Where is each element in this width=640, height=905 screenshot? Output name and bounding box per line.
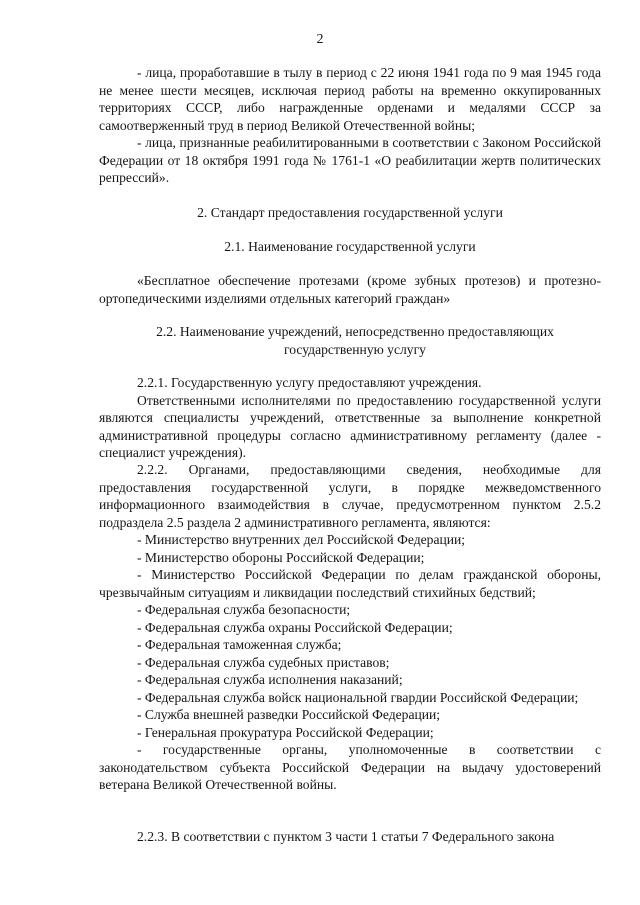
agency-list-item: - Федеральная служба безопасности; <box>137 602 351 617</box>
subsection-2-2-heading: 2.2. Наименование учреждений, непосредственно предоставляющих государственную услугу <box>156 324 554 357</box>
paragraph-2-2-3: 2.2.3. В соответствии с пунктом 3 части 1 статьи 7 Федерального закона <box>137 829 555 844</box>
agency-list-item: - Федеральная служба судебных приставов; <box>137 654 390 670</box>
intro-item-rehabilitated-persons: - лица, признанные реабилитированными в соответствии с Законом Российской Федерации от 18 октября 1991 года № 1761-1 «О реабилитации жертв политических репрессий». <box>99 135 601 185</box>
subsection-2-1-heading: 2.1. Наименование государственной услуги <box>224 239 476 254</box>
agency-list-item: - Федеральная служба исполнения наказаний; <box>137 672 403 687</box>
section-2-heading: 2. Стандарт предоставления государственной услуги <box>197 205 503 220</box>
paragraph-2-2-1 <box>99 374 601 462</box>
agency-list-item: - Федеральная служба войск национальной гвардии Российской Федерации; <box>137 689 579 705</box>
agency-list-item: - государственные органы, уполномоченные в соответствии с законодательством субъекта Российской Федерации на выдачу удостоверений ветерана Великой Отечественной войны. <box>99 742 601 792</box>
paragraph-2-2-1-responsible: Ответственными исполнителями по предоставлению государственной услуги являются специалисты учреждений, ответственные за выполнение конкретной административной процедуры согласно административному регламенту (далее - специалист учреждения). <box>99 392 601 460</box>
agency-list-item: - Генеральная прокуратура Российской Федерации; <box>137 724 434 740</box>
intro-item-home-front-workers: - лица, проработавшие в тылу в период с 22 июня 1941 года по 9 мая 1945 года не менее шести месяцев, исключая период работы на временно оккупированных территориях СССР, либо награжденные орденами и медалями СССР за самоотверженный труд в период Великой Отечественной войны; <box>99 65 601 133</box>
agency-list-item: - Федеральная таможенная служба; <box>137 637 342 652</box>
agency-list-item: - Служба внешней разведки Российской Федерации; <box>137 707 441 722</box>
agency-list-item: - Федеральная служба охраны Российской Федерации; <box>137 619 453 635</box>
agency-list-item: - Министерство Российской Федерации по делам гражданской обороны, чрезвычайным ситуациям и ликвидации последствий стихийных бедствий; <box>99 567 601 600</box>
paragraph-2-2-2-intro: 2.2.2. Органами, предоставляющими сведения, необходимые для предоставления государственной услуги, в порядке межведомственного информационного взаимодействия в случае, предусмотренном пунктом 2.5.2 подраздела 2.5 раздела 2 административного регламента, являются: <box>99 462 601 530</box>
agency-list-item: - Министерство обороны Российской Федерации; <box>137 549 425 565</box>
page-number: 2 <box>316 32 324 47</box>
service-name-text: «Бесплатное обеспечение протезами (кроме зубных протезов) и протезно-ортопедическими изделиями отдельных категорий граждан» <box>99 273 601 306</box>
paragraph-2-2-1-first-line: 2.2.1. Государственную услугу предоставляют учреждения. <box>137 375 482 390</box>
agency-list-item: - Министерство внутренних дел Российской Федерации; <box>137 532 466 547</box>
paragraph-2-2-2 <box>99 461 601 794</box>
